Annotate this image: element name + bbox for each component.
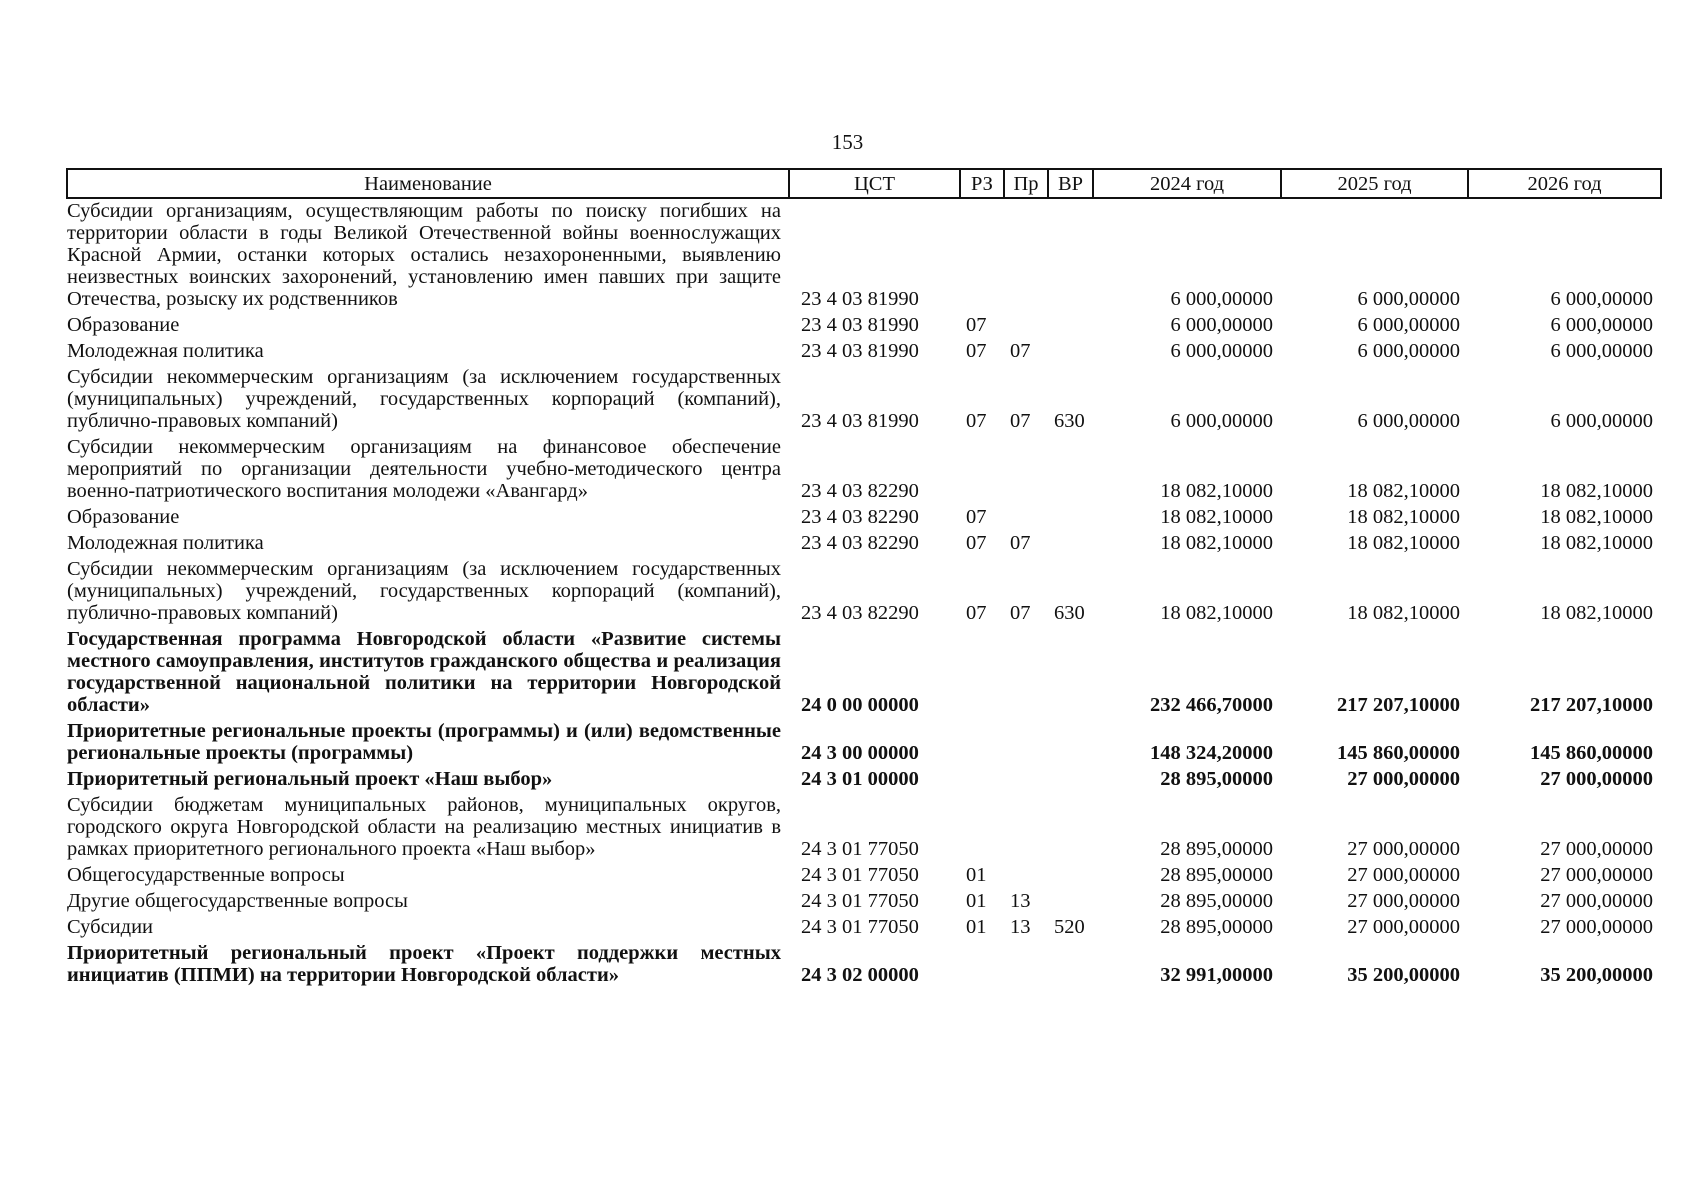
row-cst: 23 4 03 82290 — [801, 480, 919, 502]
budget-table — [66, 168, 1662, 989]
budget-table-container — [66, 168, 1660, 989]
row-2025: 18 082,10000 — [1347, 532, 1460, 554]
row-pr — [1004, 313, 1048, 339]
row-2026: 27 000,00000 — [1540, 916, 1653, 938]
row-cst: 24 3 01 00000 — [801, 768, 919, 790]
row-2024: 18 082,10000 — [1160, 532, 1273, 554]
row-vr — [1048, 531, 1093, 557]
row-vr — [1048, 889, 1093, 915]
table-row — [67, 435, 1661, 505]
table-row — [67, 313, 1661, 339]
row-cst: 23 4 03 81990 — [801, 340, 919, 362]
row-vr: 520 — [1054, 916, 1085, 938]
row-name: Образование — [67, 506, 180, 528]
row-cst: 23 4 03 82290 — [801, 532, 919, 554]
row-2024: 148 324,20000 — [1150, 742, 1273, 764]
row-rz — [960, 793, 1004, 863]
row-2025: 18 082,10000 — [1347, 480, 1460, 502]
row-2025: 35 200,00000 — [1347, 964, 1460, 986]
table-row — [67, 339, 1661, 365]
row-vr — [1048, 339, 1093, 365]
row-vr — [1048, 313, 1093, 339]
row-name: Субсидии — [67, 916, 154, 938]
row-rz: 07 — [966, 410, 987, 432]
row-pr — [1004, 505, 1048, 531]
row-2024: 18 082,10000 — [1160, 506, 1273, 528]
row-name: Образование — [67, 314, 180, 336]
row-2026: 18 082,10000 — [1540, 480, 1653, 502]
row-pr: 07 — [1010, 340, 1031, 362]
row-cst: 23 4 03 81990 — [801, 410, 919, 432]
row-name: Молодежная политика — [67, 532, 264, 554]
row-2025: 18 082,10000 — [1347, 506, 1460, 528]
row-name: Субсидии некоммерческим организациям (за исключением государственных (муниципальных) учреждений, государственных корпораций (компаний), публично-правовых компаний) — [67, 366, 781, 432]
row-2026: 145 860,00000 — [1530, 742, 1653, 764]
row-cst: 24 3 01 77050 — [801, 890, 919, 912]
row-pr — [1004, 863, 1048, 889]
row-cst: 23 4 03 82290 — [801, 602, 919, 624]
row-pr: 07 — [1010, 602, 1031, 624]
page-number: 153 — [831, 130, 864, 154]
row-2025: 6 000,00000 — [1357, 288, 1460, 310]
row-2025: 27 000,00000 — [1347, 916, 1460, 938]
row-name: Субсидии бюджетам муниципальных районов, муниципальных округов, городского округа Новгородской области на реализацию местных инициатив в рамках приоритетного регионального проекта «Наш выбор» — [67, 794, 781, 860]
table-body — [67, 198, 1661, 989]
table-row — [67, 863, 1661, 889]
row-vr — [1048, 863, 1093, 889]
row-vr: 630 — [1054, 410, 1085, 432]
header-2024: 2024 год — [1093, 169, 1281, 198]
row-2026: 18 082,10000 — [1540, 506, 1653, 528]
row-rz — [960, 435, 1004, 505]
row-2026: 217 207,10000 — [1530, 694, 1653, 716]
header-vr: ВР — [1048, 169, 1093, 198]
row-rz: 07 — [966, 602, 987, 624]
row-rz: 01 — [966, 864, 987, 886]
row-cst: 24 3 00 00000 — [801, 742, 919, 764]
row-rz — [960, 198, 1004, 313]
row-2024: 28 895,00000 — [1160, 864, 1273, 886]
row-rz: 07 — [966, 314, 987, 336]
table-row — [67, 531, 1661, 557]
row-pr: 13 — [1010, 916, 1031, 938]
table-row — [67, 941, 1661, 989]
row-vr — [1048, 719, 1093, 767]
row-2026: 18 082,10000 — [1540, 602, 1653, 624]
row-2024: 6 000,00000 — [1170, 340, 1273, 362]
header-cst: ЦСТ — [789, 169, 960, 198]
row-rz: 07 — [966, 532, 987, 554]
row-vr — [1048, 505, 1093, 531]
row-2025: 6 000,00000 — [1357, 410, 1460, 432]
row-cst: 24 3 01 77050 — [801, 864, 919, 886]
row-2026: 27 000,00000 — [1540, 864, 1653, 886]
row-2025: 6 000,00000 — [1357, 314, 1460, 336]
row-2024: 232 466,70000 — [1150, 694, 1273, 716]
table-row — [67, 365, 1661, 435]
row-rz: 01 — [966, 916, 987, 938]
row-pr: 07 — [1010, 532, 1031, 554]
row-cst: 24 3 01 77050 — [801, 838, 919, 860]
row-2024: 6 000,00000 — [1170, 410, 1273, 432]
row-name: Другие общегосударственные вопросы — [67, 890, 408, 912]
row-name: Приоритетный региональный проект «Проект поддержки местных инициатив (ППМИ) на территории Новгородской области» — [67, 942, 781, 986]
row-name: Общегосударственные вопросы — [67, 864, 345, 886]
row-2025: 27 000,00000 — [1347, 864, 1460, 886]
row-2025: 145 860,00000 — [1337, 742, 1460, 764]
row-2024: 28 895,00000 — [1160, 768, 1273, 790]
row-2025: 18 082,10000 — [1347, 602, 1460, 624]
row-vr — [1048, 435, 1093, 505]
row-2024: 6 000,00000 — [1170, 314, 1273, 336]
row-2024: 32 991,00000 — [1160, 964, 1273, 986]
row-pr — [1004, 198, 1048, 313]
row-2024: 6 000,00000 — [1170, 288, 1273, 310]
row-rz — [960, 627, 1004, 719]
row-rz — [960, 941, 1004, 989]
row-rz: 07 — [966, 340, 987, 362]
row-name: Субсидии организациям, осуществляющим работы по поиску погибших на территории области в годы Великой Отечественной войны военнослужащих Красной Армии, останки которых остались незахороненными, выявлению неизвестных воинских захоронений, установлению имен павших при защите Отечества, розыску их родственников — [67, 200, 781, 310]
row-2024: 28 895,00000 — [1160, 890, 1273, 912]
row-cst: 23 4 03 82290 — [801, 506, 919, 528]
row-vr — [1048, 198, 1093, 313]
row-vr — [1048, 767, 1093, 793]
row-pr — [1004, 435, 1048, 505]
row-rz — [960, 719, 1004, 767]
row-vr — [1048, 793, 1093, 863]
row-2026: 6 000,00000 — [1550, 288, 1653, 310]
row-2026: 6 000,00000 — [1550, 410, 1653, 432]
row-2025: 27 000,00000 — [1347, 768, 1460, 790]
table-row — [67, 793, 1661, 863]
row-pr — [1004, 627, 1048, 719]
row-rz: 01 — [966, 890, 987, 912]
table-row — [67, 557, 1661, 627]
row-pr — [1004, 719, 1048, 767]
header-rz: РЗ — [960, 169, 1004, 198]
row-pr: 13 — [1010, 890, 1031, 912]
row-2025: 217 207,10000 — [1337, 694, 1460, 716]
row-pr — [1004, 793, 1048, 863]
row-name: Субсидии некоммерческим организациям (за исключением государственных (муниципальных) учреждений, государственных корпораций (компаний), публично-правовых компаний) — [67, 558, 781, 624]
row-name: Приоритетные региональные проекты (программы) и (или) ведомственные региональные проекты (программы) — [67, 720, 781, 764]
row-2024: 28 895,00000 — [1160, 838, 1273, 860]
header-2025: 2025 год — [1281, 169, 1468, 198]
row-2026: 27 000,00000 — [1540, 768, 1653, 790]
table-header-row — [67, 169, 1661, 198]
row-name: Молодежная политика — [67, 340, 264, 362]
table-row — [67, 198, 1661, 313]
row-vr — [1048, 627, 1093, 719]
row-2025: 27 000,00000 — [1347, 838, 1460, 860]
table-row — [67, 627, 1661, 719]
row-pr — [1004, 941, 1048, 989]
row-vr: 630 — [1054, 602, 1085, 624]
row-cst: 23 4 03 81990 — [801, 314, 919, 336]
row-2026: 35 200,00000 — [1540, 964, 1653, 986]
row-rz: 07 — [966, 506, 987, 528]
row-2024: 28 895,00000 — [1160, 916, 1273, 938]
row-2025: 6 000,00000 — [1357, 340, 1460, 362]
header-2026: 2026 год — [1468, 169, 1661, 198]
row-pr — [1004, 767, 1048, 793]
table-row — [67, 915, 1661, 941]
table-row — [67, 719, 1661, 767]
row-vr — [1048, 941, 1093, 989]
row-cst: 24 3 02 00000 — [801, 964, 919, 986]
row-2026: 18 082,10000 — [1540, 532, 1653, 554]
row-name: Субсидии некоммерческим организациям на финансовое обеспечение мероприятий по организации деятельности учебно-методического центра военно-патриотического воспитания молодежи «Авангард» — [67, 436, 781, 502]
row-2025: 27 000,00000 — [1347, 890, 1460, 912]
header-pr: Пр — [1004, 169, 1048, 198]
row-2026: 6 000,00000 — [1550, 340, 1653, 362]
row-cst: 24 3 01 77050 — [801, 916, 919, 938]
row-name: Государственная программа Новгородской области «Развитие системы местного самоуправления, институтов гражданского общества и реализация государственной национальной политики на территории Новгородской области» — [67, 628, 781, 716]
row-2026: 27 000,00000 — [1540, 890, 1653, 912]
table-row — [67, 767, 1661, 793]
table-row — [67, 889, 1661, 915]
row-pr: 07 — [1010, 410, 1031, 432]
table-row — [67, 505, 1661, 531]
row-2026: 27 000,00000 — [1540, 838, 1653, 860]
row-2026: 6 000,00000 — [1550, 314, 1653, 336]
row-rz — [960, 767, 1004, 793]
row-2024: 18 082,10000 — [1160, 602, 1273, 624]
header-name: Наименование — [67, 169, 789, 198]
row-name: Приоритетный региональный проект «Наш выбор» — [67, 768, 553, 790]
row-cst: 24 0 00 00000 — [801, 694, 919, 716]
row-cst: 23 4 03 81990 — [801, 288, 919, 310]
row-2024: 18 082,10000 — [1160, 480, 1273, 502]
